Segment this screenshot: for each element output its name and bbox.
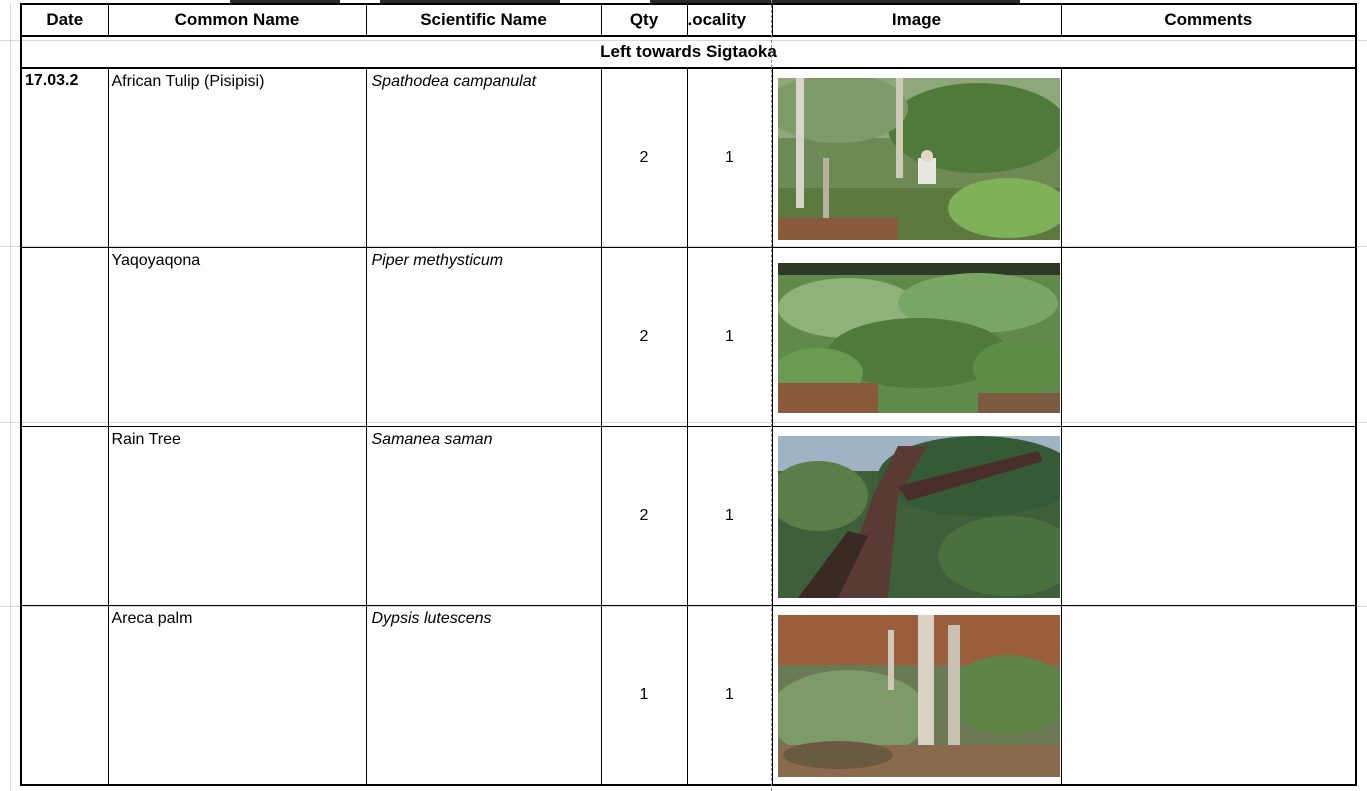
gridline: [10, 0, 11, 791]
leafy-shrub-photo[interactable]: [778, 263, 1060, 413]
tree-with-person-photo[interactable]: [778, 78, 1060, 240]
common-name-cell[interactable]: Yaqoyaqona: [108, 248, 366, 427]
qty-cell[interactable]: 2: [601, 248, 687, 427]
date-cell[interactable]: 17.03.2: [21, 68, 108, 248]
header-row: [21, 4, 1356, 36]
table-row: [21, 427, 1356, 606]
locality-cell[interactable]: 1: [687, 248, 772, 427]
locality-cell[interactable]: 1: [687, 68, 772, 248]
scientific-name-cell[interactable]: Spathodea campanulat: [366, 68, 601, 248]
image-cell[interactable]: [772, 68, 1061, 248]
col-header-common-name[interactable]: Common Name: [108, 4, 366, 36]
image-cell[interactable]: [772, 427, 1061, 606]
date-cell[interactable]: [21, 606, 108, 786]
palm-clump-photo[interactable]: [778, 615, 1060, 777]
date-cell[interactable]: [21, 427, 108, 606]
common-name-cell[interactable]: African Tulip (Pisipisi): [108, 68, 366, 248]
col-header-scientific-name[interactable]: Scientific Name: [366, 4, 601, 36]
comments-cell[interactable]: [1061, 248, 1356, 427]
qty-cell[interactable]: 2: [601, 68, 687, 248]
col-header-comments[interactable]: Comments: [1061, 4, 1356, 36]
qty-cell[interactable]: 1: [601, 606, 687, 786]
col-header-locality[interactable]: .ocality: [687, 4, 772, 36]
scientific-name-cell[interactable]: Piper methysticum: [366, 248, 601, 427]
table-row: [21, 606, 1356, 786]
comments-cell[interactable]: [1061, 427, 1356, 606]
col-header-qty[interactable]: Qty: [601, 4, 687, 36]
rain-tree-trunk-photo[interactable]: [778, 436, 1060, 598]
page-break-line: [771, 0, 772, 791]
image-cell[interactable]: [772, 606, 1061, 786]
comments-cell[interactable]: [1061, 68, 1356, 248]
image-cell[interactable]: [772, 248, 1061, 427]
common-name-cell[interactable]: Areca palm: [108, 606, 366, 786]
common-name-cell[interactable]: Rain Tree: [108, 427, 366, 606]
table-row: [21, 68, 1356, 248]
date-cell[interactable]: [21, 248, 108, 427]
col-header-image[interactable]: Image: [772, 4, 1061, 36]
scientific-name-cell[interactable]: Dypsis lutescens: [366, 606, 601, 786]
qty-cell[interactable]: 2: [601, 427, 687, 606]
section-title[interactable]: Left towards Sigtaoka: [21, 36, 1356, 68]
comments-cell[interactable]: [1061, 606, 1356, 786]
locality-cell[interactable]: 1: [687, 427, 772, 606]
table-row: [21, 248, 1356, 427]
col-header-date[interactable]: Date: [21, 4, 108, 36]
section-row: [21, 36, 1356, 68]
scientific-name-cell[interactable]: Samanea saman: [366, 427, 601, 606]
locality-cell[interactable]: 1: [687, 606, 772, 786]
species-table: [20, 3, 1357, 786]
